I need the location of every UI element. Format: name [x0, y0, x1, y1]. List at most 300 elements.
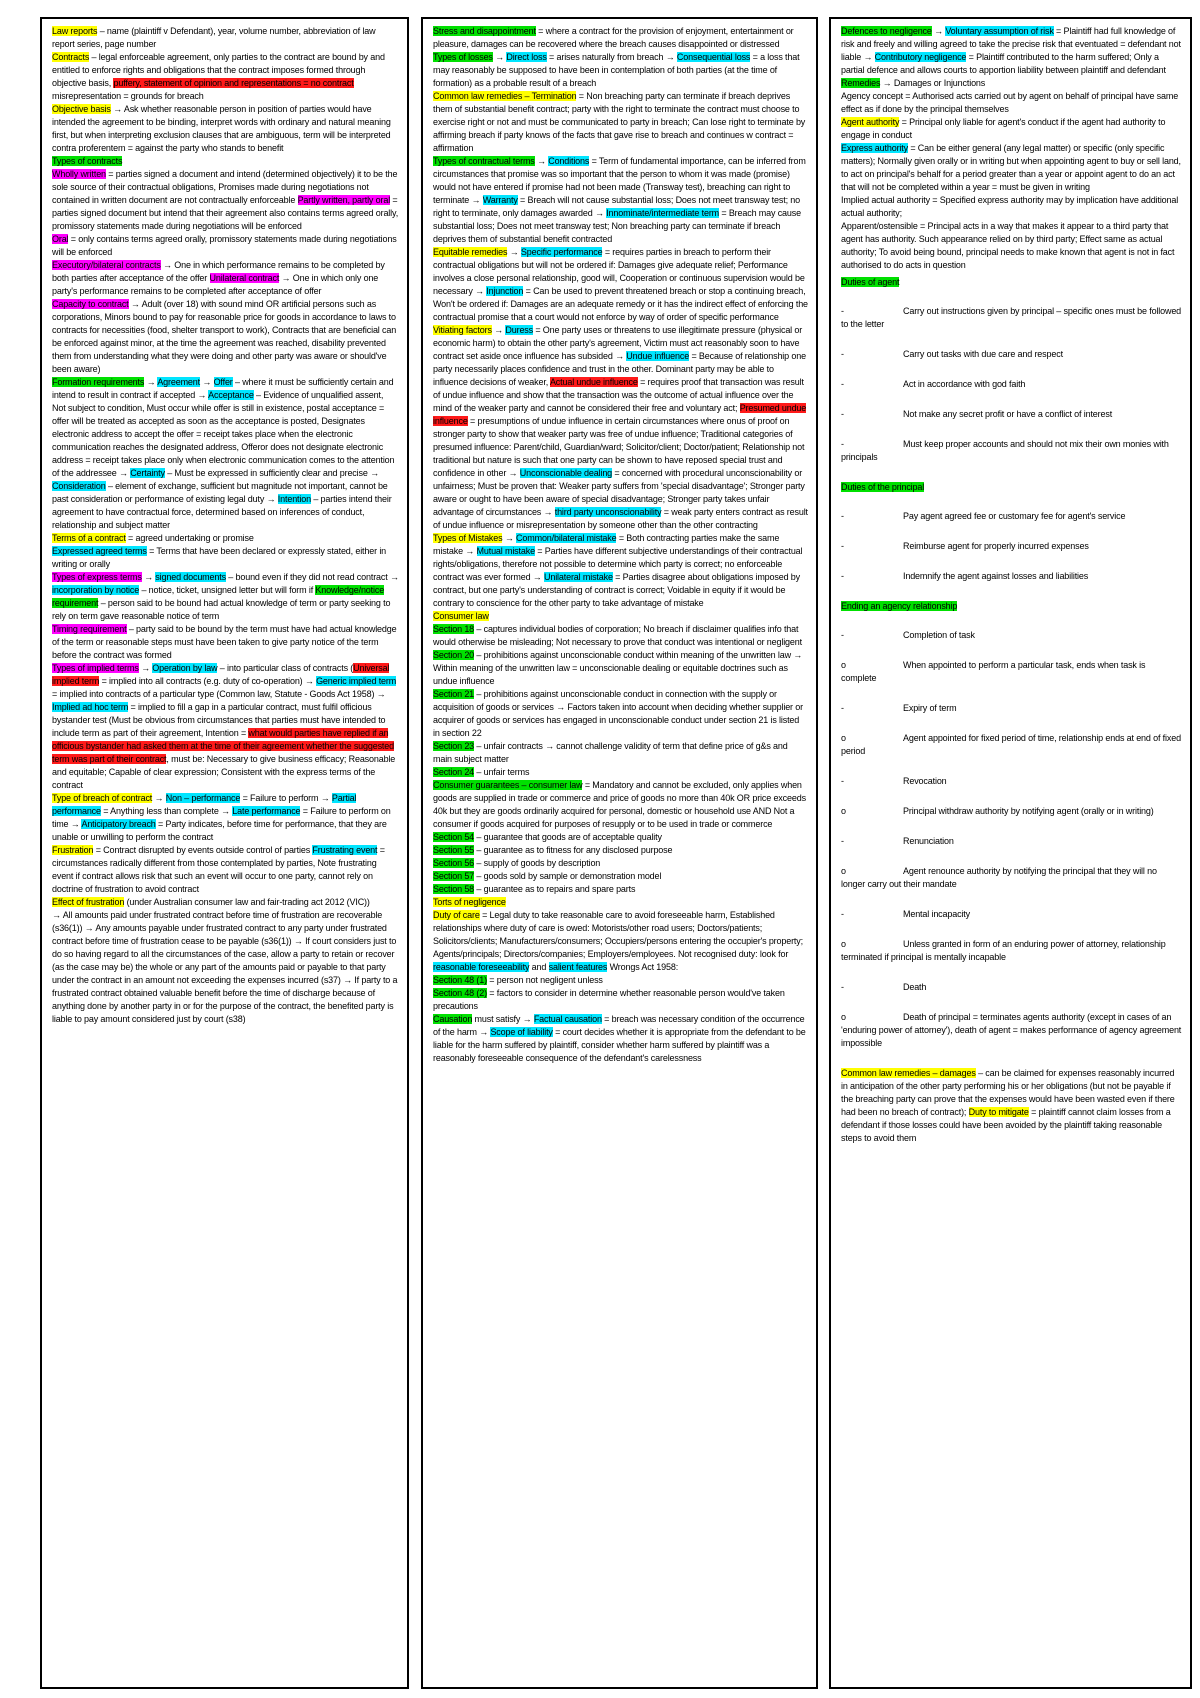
highlighted-term: Warranty: [482, 195, 518, 205]
highlighted-term: Universal implied term: [52, 663, 390, 686]
list-item: [841, 378, 1182, 391]
list-item-text: Reimburse agent for properly incurred expenses: [903, 541, 1089, 551]
bullet-marker: -: [841, 511, 844, 521]
text-run: – where it must be sufficiently certain and intend to result in contract if accepted →: [52, 377, 394, 400]
highlighted-term: Section 20: [433, 650, 475, 660]
highlighted-term: Section 21: [433, 689, 475, 699]
text-run: must satisfy →: [472, 1014, 534, 1024]
text-run: – can be claimed for expenses reasonably incurred in anticipation of the other party performing his or her obligations (but not be payable if the breaching party can prove that the expenses would have been wasted even if there had been no breach of contract);: [841, 1068, 1175, 1117]
list-item-text: Act in accordance with god faith: [903, 379, 1026, 389]
text-paragraph: [433, 987, 808, 1013]
text-run: = Term of fundamental importance, can be inferred from circumstances that promise was so important that the person to whom it was made (promise) would not have entered if promise had not been made (Transway test), breaching can right to terminate →: [433, 156, 806, 205]
text-paragraph: [433, 870, 808, 883]
text-run: , must be: Necessary to give business efficacy; Reasonable and equitable; Capable of clear expression; Consistent with the express terms of the contract: [52, 754, 396, 790]
highlighted-term: reasonable foreseeability: [433, 962, 530, 972]
text-paragraph: [52, 844, 399, 896]
list-item: [841, 629, 1182, 642]
highlighted-term: Types of express terms: [52, 572, 142, 582]
column-1: [40, 17, 409, 1689]
text-run: – into particular class of contracts (: [217, 663, 354, 673]
text-run: = Anything less than complete →: [100, 806, 233, 816]
highlighted-term: Generic implied term: [316, 676, 397, 686]
text-run: = One party uses or threatens to use illegitimate pressure (physical or economic harm) to obtain the other party's agreement, Victim must act reasonably soon to have contract set aside once influence has subsided →: [433, 325, 803, 361]
highlighted-term: Agent authority: [841, 117, 900, 127]
highlighted-term: Types of implied terms: [52, 663, 139, 673]
text-paragraph: [433, 909, 808, 974]
highlighted-term: Causation: [433, 1014, 473, 1024]
highlighted-term: Frustrating event: [312, 845, 378, 855]
list-item: [841, 438, 1182, 464]
section-heading-row: [841, 481, 1182, 494]
text-paragraph: [52, 259, 399, 298]
list-item-text: Must keep proper accounts and should not mix their own monies with principals: [841, 439, 1169, 462]
highlighted-term: salient features: [548, 962, 608, 972]
highlighted-term: Timing requirement: [52, 624, 127, 634]
highlighted-term: Partial performance: [52, 793, 357, 816]
highlighted-term: Oral: [52, 234, 69, 244]
bullet-marker: o: [841, 866, 846, 876]
highlighted-term: Late performance: [232, 806, 301, 816]
text-run: = Can be used to prevent threatened breach or stop a continuing breach, Won't be ordered if: Damages are an adequate remedy or it has the indirect effect of enforcing the contractual promise that a court would not enforce by way of order of specific performance: [433, 286, 808, 322]
highlighted-term: incorporation by notice: [52, 585, 140, 595]
highlighted-term: Unilateral contract: [209, 273, 280, 283]
text-run: = Principal only liable for agent's conduct if the agent had authority to engage in conduct: [841, 117, 1166, 140]
text-run: – goods sold by sample or demonstration model: [474, 871, 662, 881]
text-paragraph: [433, 883, 808, 896]
text-run: Implied actual authority = Specified express authority may by implication have additional actual authority;: [841, 195, 1179, 218]
text-run: = requires parties in breach to perform their contractual obligations but will not be ordered if: Damages give adequate relief; Performance involves a close personal relationship, good will, Cooperation or continuous supervision would be necessary →: [433, 247, 805, 296]
text-run: = a loss that may reasonably be supposed to have been in contemplation of both parties (at the time of formation) as a probable result of a breach: [433, 52, 800, 88]
highlighted-term: signed documents: [155, 572, 226, 582]
text-paragraph: [52, 896, 399, 909]
section-heading-row: [841, 600, 1182, 613]
text-run: – name (plaintiff v Defendant), year, volume number, abbreviation of law report series, page number: [52, 26, 376, 49]
bullet-marker: -: [841, 439, 844, 449]
bullet-marker: -: [841, 349, 844, 359]
text-run: →: [138, 663, 153, 673]
text-run: – supply of goods by description: [474, 858, 601, 868]
list-item-text: Completion of task: [903, 630, 975, 640]
list-item: [841, 540, 1182, 553]
text-paragraph: [52, 623, 399, 662]
highlighted-term: Agreement: [157, 377, 200, 387]
text-run: = Failure to perform →: [240, 793, 332, 803]
text-paragraph: [433, 610, 808, 623]
highlighted-term: Remedies: [841, 78, 881, 88]
text-run: – bound even if they did not read contract →: [225, 572, 399, 582]
text-run: = implied into all contracts (e.g. duty of co-operation) →: [99, 676, 317, 686]
highlighted-term: Section 56: [433, 858, 475, 868]
text-run: →: [144, 377, 158, 387]
text-paragraph: [841, 194, 1182, 220]
highlighted-term: Capacity to contract: [52, 299, 129, 309]
bullet-marker: o: [841, 939, 846, 949]
text-run: →: [152, 793, 166, 803]
highlighted-term: Specific performance: [520, 247, 603, 257]
text-paragraph: [52, 376, 399, 532]
bullet-marker: -: [841, 306, 844, 316]
text-paragraph: [841, 142, 1182, 194]
list-item-text: Pay agent agreed fee or customary fee for agent's service: [903, 511, 1126, 521]
text-run: = Failure to perform on time →: [52, 806, 391, 829]
text-run: = person not negligent unless: [486, 975, 603, 985]
text-run: = Legal duty to take reasonable care to avoid foreseeable harm, Established relationships where duty of care is owed: Motorists/other road users; Doctors/patients; Solicitors/clients; Manufacturers/consumers; Occupiers/persons entering the occupier's property; Agents/principals; Directors/companies; Employers/employees. Not recognised duty: look for: [433, 910, 803, 959]
highlighted-term: Injunction: [486, 286, 524, 296]
list-item: [841, 805, 1182, 818]
text-run: = where a contract for the provision of enjoyment, entertainment or pleasure, damages can be recovered where the breach causes disappointed or distressed: [433, 26, 794, 49]
bullet-marker: -: [841, 836, 844, 846]
highlighted-term: Type of breach of contract: [52, 793, 153, 803]
list-item: [841, 659, 1182, 685]
text-run: – guarantee that goods are of acceptable quality: [474, 832, 662, 842]
column-2: [421, 17, 818, 1689]
text-paragraph: [841, 25, 1182, 77]
text-run: = Parties have different subjective understandings of their contractual rights/obligations, therefore not possible to determine which party is correct; no enforceable contract was ever formed →: [433, 546, 803, 582]
highlighted-term: Section 48 (2): [433, 988, 487, 998]
text-run: = Can be either general (any legal matter) or specific (only specific matters); Normally given orally or in writing but when appointing agent to buy or sell land, to act on principal's behalf for a period greater than a year or appoint agent to do an act that will not be completed within a year = must be given in writing: [841, 143, 1181, 192]
bullet-marker: -: [841, 379, 844, 389]
highlighted-term: Types of contracts: [52, 156, 123, 166]
text-run: →: [200, 377, 214, 387]
text-run: = Non breaching party can terminate if breach deprives them of substantial benefit contract; party with the right to terminate the contract must choose to exercise right or not and must be communicated to party in breach; Can lose right to terminate by affirming breach if party knows of the facts that gave rise to breach and continues w contract = affirmation: [433, 91, 806, 153]
highlighted-term: Section 18: [433, 624, 475, 634]
highlighted-term: Vitiating factors: [433, 325, 492, 335]
text-paragraph: [433, 649, 808, 688]
list-item-text: When appointed to perform a particular task, ends when task is complete: [841, 660, 1146, 683]
text-paragraph: [433, 25, 808, 51]
section-heading: Duties of the principal: [841, 482, 925, 492]
bullet-marker: -: [841, 409, 844, 419]
text-paragraph: [433, 766, 808, 779]
list-item: [841, 775, 1182, 788]
highlighted-term: Section 48 (1): [433, 975, 487, 985]
text-run: = Contract disrupted by events outside control of parties: [93, 845, 313, 855]
text-run: = Parties disagree about obligations imposed by contract, but one party's understanding of contract is correct; Voidable in equity if it would be contrary to conscience for the other party to take advantage of mistake: [433, 572, 800, 608]
text-paragraph: [52, 155, 399, 168]
text-run: → Ask whether reasonable person in position of parties would have intended the agreement to be binding, interpret words with ordinary and natural meaning first, but when interpreting exclusion clauses that are ambiguous, term will be interpreted contra proferentem = against the party who stands to benefit: [52, 104, 391, 153]
text-paragraph: [433, 90, 808, 155]
list-item-text: Death of principal = terminates agents authority (except in cases of an 'enduring power of attorney'), death of agent = makes performance of agency agreement impossible: [841, 1012, 1182, 1048]
list-item: [841, 865, 1182, 891]
list-item-text: Indemnify the agent against losses and liabilities: [903, 571, 1089, 581]
highlighted-term: Voluntary assumption of risk: [945, 26, 1054, 36]
highlighted-term: Direct loss: [506, 52, 547, 62]
highlighted-term: Common law remedies – Termination: [433, 91, 577, 101]
text-run: = presumptions of undue influence in certain circumstances where onus of proof on stronger party to show that weaker party was free of undue influence; Traditional categories of presumed influence: Parent/child, Guardian/ward; Solicitor/client; Doctor/patient; Relationship not traditional but nature is such that one party can be shown to have reposed special trust and confidence in other →: [433, 416, 805, 478]
text-paragraph: [841, 1067, 1182, 1145]
text-run: = Plaintiff contributed to the harm suffered; Only a partial defence and allows courts to apportion liability between plaintiff and defendant: [841, 52, 1166, 75]
highlighted-term: Presumed undue influence: [433, 403, 807, 426]
highlighted-term: Consideration: [52, 481, 106, 491]
highlighted-term: Stress and disappointment: [433, 26, 536, 36]
text-run: = agreed undertaking or promise: [125, 533, 254, 543]
text-run: misrepresentation = grounds for breach: [52, 91, 204, 101]
highlighted-term: Contributory negligence: [874, 52, 967, 62]
bullet-marker: -: [841, 909, 844, 919]
highlighted-term: Frustration: [52, 845, 94, 855]
text-paragraph: [433, 623, 808, 649]
text-run: – unfair contracts → cannot challenge validity of term that define price of g&s and main subject matter: [433, 741, 788, 764]
text-run: = Because of relationship one party necessarily places confidence and trust in the other. Dominant party may be able to influence decisions of weaker,: [433, 351, 806, 387]
text-paragraph: [841, 77, 1182, 90]
highlighted-term: Partly written, partly oral: [297, 195, 391, 205]
highlighted-term: Duty to mitigate: [968, 1107, 1029, 1117]
highlighted-term: Section 54: [433, 832, 475, 842]
list-item-text: Agent renounce authority by notifying the principal that they will no longer carry out their mandate: [841, 866, 1157, 889]
bullet-marker: -: [841, 541, 844, 551]
text-run: →: [931, 26, 946, 36]
highlighted-term: Conditions: [548, 156, 590, 166]
highlighted-term: third party unconscionability: [554, 507, 662, 517]
text-run: = arises naturally from breach →: [546, 52, 677, 62]
text-paragraph: [433, 896, 808, 909]
text-run: →: [492, 52, 507, 62]
text-paragraph: [433, 246, 808, 324]
highlighted-term: Effect of frustration: [52, 897, 125, 907]
text-run: = Breach may cause substantial loss; Does not meet transway test; Non breaching party can terminate if breach deprives them of substantial benefit contracted: [433, 208, 801, 244]
list-item-text: Agent appointed for fixed period of time, relationship ends at end of fixed period: [841, 733, 1181, 756]
highlighted-term: Undue influence: [626, 351, 690, 361]
text-run: = concerned with procedural unconscionability or unfairness; Must be proven that: Weaker party suffers from 'special disadvantage'; Stronger party aware or ought to have been aware of special disadvantage; Stronger party takes unfair advantage of circumstances →: [433, 468, 805, 517]
text-run: – prohibitions against unconscionable conduct in connection with the supply or acquisition of goods or services → Factors taken into account when deciding whether supplier or acquirer of goods or services has engaged in unconscionable conduct under section 21 is listed in section 22: [433, 689, 803, 738]
text-paragraph: [433, 324, 808, 532]
list-item: [841, 305, 1182, 331]
text-run: Apparent/ostensible = Principal acts in a way that makes it appear to a third party that agent has authority. Such appearance relied on by third party; Effect same as actual authority; To avoid being bound, principal needs to make known that agent is not in fact authorised to do acts in question: [841, 221, 1175, 270]
highlighted-term: Types of losses: [433, 52, 493, 62]
list-item: [841, 938, 1182, 964]
text-paragraph: [52, 545, 399, 571]
highlighted-term: Actual undue influence: [549, 377, 638, 387]
text-run: – Evidence of unqualified assent, Not subject to condition, Must occur while offer is still in existence, postal acceptance = offer will be treated as accepted as soon as the acceptance is posted, Designates electronic address to accept the offer = receipt takes place when the electronic communication reaches the designated address, Offeror does not designate electronic address = receipt takes place only when electronic communication comes to the attention of the addressee →: [52, 390, 395, 478]
text-run: = Mandatory and cannot be excluded, only applies when goods are supplied in trade or commerce and price of goods no more than 40k OR price exceeds 40k but they are goods ordinarily acquired for personal, domestic or household use AND Not a consumer if goods acquired for purposes of resupply or to be used in trade or commerce: [433, 780, 806, 829]
text-paragraph: [52, 168, 399, 233]
text-run: – parties intend their agreement to have contractual force, determined based on inferences of conduct, relationship and subject matter: [52, 494, 392, 530]
highlighted-term: Unconscionable dealing: [519, 468, 613, 478]
highlighted-term: Consequential loss: [676, 52, 751, 62]
text-paragraph: [433, 532, 808, 610]
list-item: [841, 510, 1182, 523]
highlighted-term: Section 23: [433, 741, 475, 751]
highlighted-term: Express authority: [841, 143, 908, 153]
text-run: = Plaintiff had full knowledge of risk and freely and willing agreed to take the precise risk that eventuated = defendant not liable →: [841, 26, 1181, 62]
text-run: – prohibitions against unconscionable conduct within meaning of the unwritten law → Within meaning of the unwritten law = unconscionable dealing or equitable doctrines such as undue influence: [433, 650, 803, 686]
bullet-marker: -: [841, 982, 844, 992]
text-run: – guarantee as to fitness for any disclosed purpose: [474, 845, 673, 855]
bullet-marker: o: [841, 806, 846, 816]
text-run: = Party indicates, before time for performance, that they are unable or unwilling to perform the contract: [52, 819, 387, 842]
text-paragraph: [433, 844, 808, 857]
highlighted-term: Operation by law: [152, 663, 218, 673]
list-item: [841, 1011, 1182, 1050]
highlighted-term: Section 24: [433, 767, 475, 777]
text-paragraph: [433, 1013, 808, 1065]
list-item-text: Mental incapacity: [903, 909, 970, 919]
text-run: = circumstances radically different from those contemplated by parties, Note frustrating event if contract allows risk that such an event will occur to one party, cannot rely on doctrine of frustration to avoid contract: [52, 845, 385, 894]
text-paragraph: [52, 298, 399, 376]
text-paragraph: [52, 103, 399, 155]
text-run: = parties signed document but intend that their agreement also contains terms agreed orally, promissory statements made during negotiations will be enforced: [52, 195, 399, 231]
list-item: [841, 835, 1182, 848]
highlighted-term: Certainty: [130, 468, 165, 478]
highlighted-term: Section 58: [433, 884, 475, 894]
text-paragraph: [52, 662, 399, 792]
highlighted-term: Contracts: [52, 52, 90, 62]
list-item-text: Principal withdraw authority by notifying agent (orally or in writing): [903, 806, 1154, 816]
text-run: = Terms that have been declared or expressly stated, either in writing or orally: [52, 546, 387, 569]
text-paragraph: [52, 25, 399, 51]
text-paragraph: [433, 51, 808, 90]
text-run: = only contains terms agreed orally, promissory statements made during negotiations will be enforced: [52, 234, 397, 257]
highlighted-term: Scope of liability: [490, 1027, 553, 1037]
text-run: → Adult (over 18) with sound mind OR artificial persons such as corporations, Minors bound to pay for reasonable price for goods in accordance to laws to contracts for necessities (food, shelter transport to work), Contracts that are beneficial can be enforced against minor, at the time the agreement was reached, disability prevented them from understanding what they were doing and other party was aware or should've been aware): [52, 299, 397, 374]
list-item-text: Not make any secret profit or have a conflict of interest: [903, 409, 1113, 419]
text-run: = breach was necessary condition of the occurrence of the harm →: [433, 1014, 805, 1037]
text-paragraph: [52, 909, 399, 1026]
text-run: – unfair terms: [474, 767, 530, 777]
highlighted-term: Equitable remedies: [433, 247, 508, 257]
text-run: = Breach will not cause substantial loss; Does not meet transway test; no right to terminate, only damages awarded →: [433, 195, 801, 218]
text-run: = Both contracting parties make the same mistake →: [433, 533, 780, 556]
highlighted-term: Types of Mistakes: [433, 533, 503, 543]
text-run: – Must be expressed in sufficiently clear and precise →: [164, 468, 379, 478]
text-paragraph: [433, 155, 808, 246]
text-run: = factors to consider in determine whether reasonable person would've taken precautions: [433, 988, 785, 1011]
list-item-text: Expiry of term: [903, 703, 957, 713]
highlighted-term: Intention: [277, 494, 311, 504]
list-item-text: Unless granted in form of an enduring power of attorney, relationship terminated if principal is mentally incapable: [841, 939, 1166, 962]
text-run: – captures individual bodies of corporation; No breach if disclaimer qualifies info that would otherwise be misleading; Not necessary to prove that conduct was intentional or negligent: [433, 624, 802, 647]
highlighted-term: Executory/bilateral contracts: [52, 260, 161, 270]
text-paragraph: [433, 857, 808, 870]
highlighted-term: Duty of care: [433, 910, 480, 920]
bullet-marker: -: [841, 703, 844, 713]
text-run: →: [141, 572, 156, 582]
text-paragraph: [52, 571, 399, 623]
text-run: →: [534, 156, 549, 166]
highlighted-term: Defences to negligence: [841, 26, 932, 36]
text-paragraph: [52, 792, 399, 844]
text-paragraph: [841, 90, 1182, 116]
list-item: [841, 702, 1182, 715]
column-3: [829, 17, 1192, 1689]
bullet-marker: o: [841, 660, 846, 670]
text-run: Agency concept = Authorised acts carried out by agent on behalf of principal have same effect as if done by the principal themselves: [841, 91, 1179, 114]
text-run: = parties signed a document and intend (determined objectively) it to be the sole source of their contractual obligations, Promises made during negotiations not contained in written document are not contractually enforceable: [52, 169, 398, 205]
bullet-marker: -: [841, 630, 844, 640]
text-run: →: [491, 325, 506, 335]
list-item: [841, 408, 1182, 421]
section-heading: Duties of agent: [841, 277, 900, 287]
highlighted-term: Common/bilateral mistake: [516, 533, 617, 543]
text-run: – party said to be bound by the term must have had actual knowledge of the term or reasonable steps must have been taken to give party notice of the term before the contract was formed: [52, 624, 397, 660]
list-item: [841, 732, 1182, 758]
bullet-marker: o: [841, 1012, 846, 1022]
highlighted-term: Consumer guarantees – consumer law: [433, 780, 583, 790]
highlighted-term: Torts of negligence: [433, 897, 506, 907]
text-run: →: [507, 247, 521, 257]
text-run: → One in which only one party's performance remains to be completed after acceptance of offer: [52, 273, 379, 296]
text-run: → One in which performance remains to be completed by both parties after acceptance of the offer: [52, 260, 385, 283]
text-run: → Damages or Injunctions: [880, 78, 986, 88]
highlighted-term: Unilateral mistake: [544, 572, 613, 582]
text-paragraph: [52, 51, 399, 103]
highlighted-term: Common law remedies – damages: [841, 1068, 976, 1078]
highlighted-term: Non – performance: [165, 793, 241, 803]
text-paragraph: [433, 688, 808, 740]
highlighted-term: Law reports: [52, 26, 98, 36]
highlighted-term: Implied ad hoc term: [52, 702, 129, 712]
text-run: – element of exchange, sufficient but magnitude not important, cannot be past consideration or performance of existing legal duty →: [52, 481, 388, 504]
list-item: [841, 348, 1182, 361]
section-heading: Ending an agency relationship: [841, 601, 958, 611]
highlighted-term: Section 57: [433, 871, 475, 881]
text-paragraph: [433, 779, 808, 831]
text-run: – person said to be bound had actual knowledge of term or party seeking to rely on term gave reasonable notice of term: [52, 598, 391, 621]
list-item: [841, 981, 1182, 994]
highlighted-term: what would parties have replied if an officious bystander had asked them at the time of their agreement whether the suggested term was part of their contract: [52, 728, 394, 764]
text-run: – legal enforceable agreement, only parties to the contract are bound by and entitled to enforce rights and obligations that the contract imposes formed through objective basis,: [52, 52, 385, 88]
highlighted-term: Terms of a contract: [52, 533, 126, 543]
list-item-text: Carry out tasks with due care and respect: [903, 349, 1063, 359]
highlighted-term: Section 55: [433, 845, 475, 855]
highlighted-term: Factual causation: [533, 1014, 602, 1024]
text-run: – notice, ticket, unsigned letter but will form if: [139, 585, 316, 595]
text-run: (under Australian consumer law and fair-trading act 2012 (VIC)): [124, 897, 370, 907]
text-run: = court decides whether it is appropriate from the defendant to be liable for the harm suffered by plaintiff, consider whether harm suffered by plaintiff was a reasonably foreseeable consequence of the defendant's carelessness: [433, 1027, 806, 1063]
highlighted-term: Wholly written: [52, 169, 106, 179]
text-paragraph: [841, 220, 1182, 272]
text-run: → All amounts paid under frustrated contract before time of frustration are recoverable (s36(1)) → Any amounts payable under frustrated contract to any party under frustrated contract before time of frustration cease to be payable (s36(1)) → If court considers just to do so having regard to all the circumstances of the case, allow a party to retain or recover (as the case may be) the whole or any part of the amounts paid or payable to that party under the contract in an amount not exceeding the expenses incurred (s37) → If party to a frustrated contract obtained valuable benefit before the time of discharge because of anything done by another party in or for the purpose of the contract, the benefited party is liable to pay amount considered just by court (s38): [52, 910, 398, 1024]
list-item-text: Death: [903, 982, 927, 992]
highlighted-term: Mutual mistake: [476, 546, 535, 556]
text-run: →: [502, 533, 517, 543]
text-paragraph: [52, 233, 399, 259]
text-paragraph: [433, 974, 808, 987]
bullet-marker: o: [841, 733, 846, 743]
highlighted-term: Consumer law: [433, 611, 489, 621]
text-paragraph: [841, 116, 1182, 142]
text-run: = requires proof that transaction was result of undue influence and show that the transaction was the outcome of actual influence over the mind of the weaker party and cannot be considered their free and voluntary act;: [433, 377, 804, 413]
text-run: = implied into contracts of a particular type (Common law, Statute - Goods Act 1958) →: [52, 689, 386, 699]
highlighted-term: Types of contractual terms: [433, 156, 535, 166]
highlighted-term: Offer: [213, 377, 233, 387]
section-heading-row: [841, 276, 1182, 289]
list-item-text: Renunciation: [903, 836, 954, 846]
text-run: and: [529, 962, 549, 972]
text-paragraph: [433, 740, 808, 766]
text-run: = weak party enters contract as result of undue influence or misrepresentation by someone other than the other contracting: [433, 507, 808, 530]
highlighted-term: Formation requirements: [52, 377, 145, 387]
highlighted-term: Innominate/intermediate term: [606, 208, 720, 218]
list-item: [841, 908, 1182, 921]
list-item: [841, 570, 1182, 583]
text-run: Wrongs Act 1958:: [607, 962, 679, 972]
highlighted-term: Expressed agreed terms: [52, 546, 147, 556]
list-item-text: Carry out instructions given by principal – specific ones must be followed to the letter: [841, 306, 1182, 329]
highlighted-term: Knowledge/notice requirement: [52, 585, 385, 608]
bullet-marker: -: [841, 776, 844, 786]
highlighted-term: Acceptance: [208, 390, 254, 400]
highlighted-term: Objective basis: [52, 104, 111, 114]
bullet-marker: -: [841, 571, 844, 581]
text-run: – guarantee as to repairs and spare parts: [474, 884, 636, 894]
highlighted-term: Anticipatory breach: [81, 819, 156, 829]
list-item-text: Revocation: [903, 776, 947, 786]
highlighted-term: puffery, statement of opinion and representations = no contract: [113, 78, 354, 88]
text-run: = plaintiff cannot claim losses from a defendant if those losses could have been avoided by the plaintiff taking reasonable steps to avoid them: [841, 1107, 1171, 1143]
text-paragraph: [433, 831, 808, 844]
highlighted-term: Duress: [505, 325, 533, 335]
